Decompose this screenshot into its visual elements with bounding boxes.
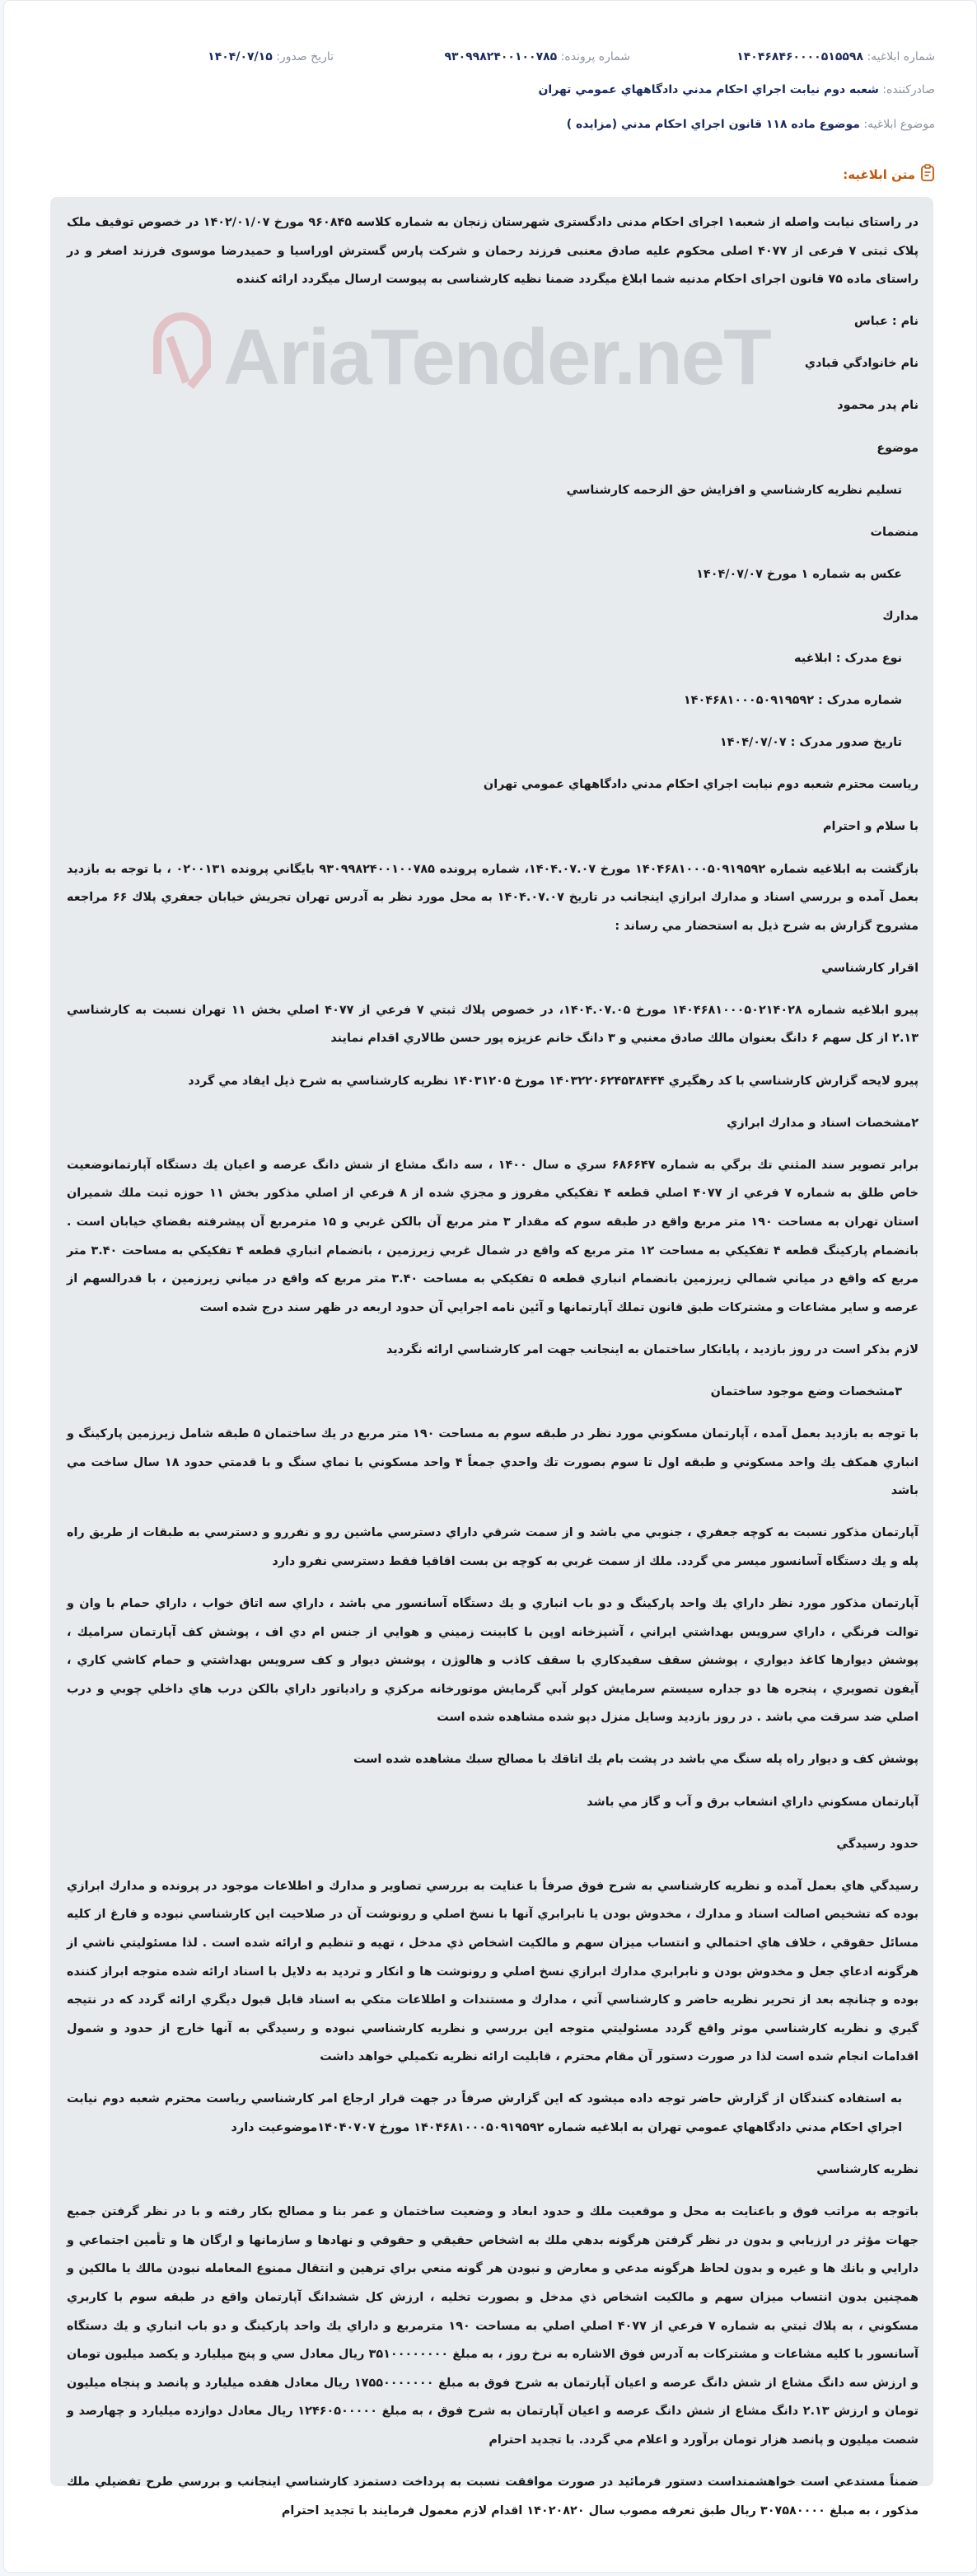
notice-body xyxy=(50,197,933,2517)
notice-number-value: ۱۴۰۴۶۸۴۶۰۰۰۰۵۱۵۵۹۸ xyxy=(736,50,863,63)
notice-paragraph: پوشش كف و ديوار راه پله سنگ مي باشد در پشت بام يك اتاقك با مصالح سبك مشاهده شده است xyxy=(353,1753,919,1767)
notice-paragraph: تسليم نظريه کارشناسي و افزايش حق الزحمه کارشناسي xyxy=(566,483,902,497)
notice-number-label: شماره ابلاغيه: xyxy=(867,50,935,63)
notice-paragraph: لازم بذكر است در روز بازديد ، پايانكار ساختمان به اينجانب جهت امر كارشناسي ارائه نگرديد xyxy=(386,1342,919,1356)
notice-paragraph: تاريخ صدور مدرک : ۱۴۰۴/۰۷/۰۷ xyxy=(719,736,902,750)
notice-paragraph: شماره مدرک : ۱۴۰۴۶۸۱۰۰۰۵۰۹۱۹۵۹۲ xyxy=(683,694,902,708)
notice-paragraph: ۳مشخصات وضع موجود ساختمان xyxy=(710,1384,902,1398)
notice-paragraph: بازگشت به ابلاغيه شماره ۱۴۰۴۶۸۱۰۰۰۵۰۹۱۹۵۹۲ مورخ ۱۴۰۴.۰۷.۰۷، شماره پرونده ۹۳۰۹۹۸۲۴۰۰۱۰۰۷۸۵ بايگاني پرونده ۰۲۰۰۱۳۱ ، با توجه به بازديد بعمل آمده و بررسي اسناد و مدارك ابرازي اينجانب در تاريخ ۱۴۰۴.۰۷.۰۷ به محل مورد نظر به آدرس تهران تجريش خيابان جعفري پلاك ۶۶ مراجعه مشروح گزارش به شرح ذيل به استحضار مي رساند : xyxy=(67,862,919,933)
notice-paragraph: آپارتمان مذكور نسبت به كوچه جعفري ، جنوبي مي باشد و از سمت شرقي داراي دسترسي ماشين رو و نفررو و دسترسي به طبقات از طريق راه پله و يك دستگاه آسانسور ميسر مي گردد. ملك از سمت غربي به كوچه بن بست اقاقيا فقط دسترسي نفرو دارد xyxy=(67,1526,919,1568)
notice-paragraph: پيرو لايحه گزارش كارشناسي با كد رهگيري ۱۴۰۳۲۲۰۶۲۴۵۳۸۴۴۴ مورخ ۱۴۰۳۱۲۰۵ نظريه كارشناسي به شرح ذيل ايفاد مي گردد xyxy=(188,1074,919,1088)
notice-meta-row xyxy=(4,50,935,70)
notice-paragraph: عکس به شماره ۱ مورخ ۱۴۰۴/۰۷/۰۷ xyxy=(696,567,902,581)
notice-text xyxy=(50,197,933,2525)
notice-paragraph: حدود رسيدگي xyxy=(836,1837,919,1851)
notice-paragraph: برابر تصوير سند المثني تك برگي به شماره ۶۸۶۶۴۷ سري ه سال ۱۴۰۰ ، سه دانگ مشاع از شش دانگ عرصه و اعيان يك دستگاه آپارتمانوضعيت خاص طلق به شماره ۷ فرعي از ۴۰۷۷ اصلي قطعه ۴ تفكيكي مفروز و مجزي شده از ۸ فرعي از اصلي مذكور بخش ۱۱ حوزه ثبت ملك شميران استان تهران به مساحت ۱۹۰ متر مربع واقع در طبقه سوم كه مقدار ۳ متر مربع آن بالكن غربي و ۱۵ مترمربع آن پيشرفته بفضاي خيابان است . بانضمام پاركينگ قطعه ۴ تفكيكي به مساحت ۱۲ متر مربع كه واقع در شمال غربي زيرزمين ، بانضمام انباري قطعه ۴ تفكيكي به مساحت ۳.۴۰ متر مربع كه واقع در مياني شمالي زيرزمين بانضمام انباري قطعه ۵ تفكيكي به مساحت ۳.۴۰ متر مربع كه واقع در مياني زيرزمين ، با قدرالسهم از عرصه و ساير مشاعات و مشتركات طبق قانون تملك آپارتمانها و آئين نامه اجرايي آن حدود اربعه در ظهر سند درج شده است xyxy=(67,1158,919,1314)
case-number-label: شماره پرونده: xyxy=(560,50,630,63)
subject-label: موضوع ابلاغيه: xyxy=(863,118,935,131)
notice-paragraph: ضمناً مستدعي است خواهشمنداست دستور فرمائيد در صورت موافقت نسبت به پرداخت دستمزد كارشناسي اينجانب و بررسي طرح تفضيلي ملك مذكور ، به مبلغ ۳۰۷۵۸۰۰۰۰ ريال طبق تعرفه مصوب سال ۱۴۰۲۰۸۲۰ اقدام لازم معمول فرمايند با تجديد احترام xyxy=(67,2475,919,2517)
issuer-label: صادرکننده: xyxy=(882,83,935,96)
issue-date-label: تاريخ صدور: xyxy=(276,50,334,63)
notice-paragraph: رياست محترم شعبه دوم نيابت اجراي احكام مدني دادگاههاي عمومي تهران xyxy=(483,778,919,792)
issuer-value: شعبه دوم نيابت اجراي احکام مدني دادگاههاي عمومي تهران xyxy=(538,83,879,96)
notice-paragraph: آپارتمان مسكوني داراي انشعاب برق و آب و گاز مي باشد xyxy=(587,1795,919,1809)
notice-paragraph: منضمات xyxy=(870,525,919,539)
case-number xyxy=(445,50,631,63)
notice-paragraph: مدارك xyxy=(882,609,919,623)
section-title xyxy=(843,164,935,185)
watermark-text: AriaTender.neT xyxy=(223,313,770,401)
notice-paragraph: در راستای نیابت واصله از شعبه۱ اجرای احکام مدنی دادگستری شهرستان زنجان به شماره کلاسه ۹۶۰۸۴۵ مورخ ۱۴۰۲/۰۱/۰۷ در خصوص توقیف ملک پلاک ثبتی ۷ فرعی از ۴۰۷۷ اصلی محکوم علیه صادق معنبی فرزند رحمان و شرکت پارس گسترش اوراسیا و حمیدرضا موسوی فرزند اصغر و در راستای ماده ۷۵ قانون اجرای احکام مدنیه شما ابلاغ میگردد ضمنا نظیه کارشناسی به پیوست ارسال میگردد ارائه کننده xyxy=(67,216,919,287)
notice-paragraph: نظريه كارشناسي xyxy=(816,2163,919,2177)
notice-number xyxy=(736,50,935,63)
notice-paragraph: نام پدر محمود xyxy=(837,399,919,413)
notice-paragraph: به استفاده كنندگان از گزارش حاضر توجه داده ميشود كه اين گزارش صرفاً در جهت قرار ارجاع امر كارشناسي رياست محترم شعبه دوم نيابت اجراي احكام مدني دادگاههاي عمومي تهران به ابلاغيه شماره ۱۴۰۴۶۸۱۰۰۰۵۰۹۱۹۵۹۲ مورخ ۱۴۰۴۰۷۰۷موضوعيت دارد xyxy=(67,2092,902,2134)
notice-paragraph: با توجه به بازديد بعمل آمده ، آپارتمان مسكوني مورد نظر در طبقه سوم به مساحت ۱۹۰ متر مربع در يك ساختمان ۵ طبقه شامل زيرزمين پاركينگ و انباري همكف يك واحد مسكوني و طبقه اول تا سوم بصورت تك واحدي جمعاً ۴ واحد مسكوني با نماي سنگ و با قدمتي حدود ۱۸ سال ساخت مي باشد xyxy=(67,1427,919,1498)
subject-value: موضوع ماده ۱۱۸ قانون اجراي احکام مدني (مزايده ) xyxy=(566,118,860,131)
notice-paragraph: نام : عباس xyxy=(853,315,919,329)
notice-paragraph: باتوجه به مراتب فوق و باعنايت به محل و موقعيت ملك و حدود ابعاد و وضعيت ساختمان و عمر بنا و مصالح بكار رفته و با در نظر گرفتن جميع جهات مؤثر در ارزيابي و بدون در نظر گرفتن هرگونه بدهي ملك به اشخاص حقيقي و حقوقي و نهادها و سازمانها و ارگان ها و تأمين اجتماعي و دارايي و بانك ها و غيره و بدون لحاظ هرگونه مدعي و معارض و نبودن هر گونه منعي براي ترهين و انتقال ممنوع المعامله نبودن مالك يا مالكين و همچنين بدون انتساب ميزان سهم و مالكيت اشخاص ذي مدخل و بصورت تخليه ، ارزش كل ششدانگ آپارتمان واقع در طبقه سوم با كاربري مسكوني ، به پلاك ثبتي به شماره ۷ فرعي از ۴۰۷۷ اصلي اصلي به مساحت ۱۹۰ مترمربع و داراي يك واحد پاركينگ و دو باب انباري و يك دستگاه آسانسور با كليه مشاعات و مشتركات به آدرس فوق الاشاره به نرخ روز ، به مبلغ ۳۵۱۰۰۰۰۰۰۰۰ ريال معادل سي و پنج ميليارد و يكصد ميليون تومان و ارزش سه دانگ مشاع از شش دانگ عرصه و اعيان آپارتمان به شرح فوق به مبلغ ۱۷۵۵۰۰۰۰۰۰۰ ريال معادل هفده ميليارد و پانصد و پنجاه ميليون تومان و ارزش ۲.۱۳ دانگ مشاع از شش دانگ عرصه و اعيان آپارتمان به شرح فوق ، به مبلغ ۱۲۴۶۰۵۰۰۰۰۰ ريال معادل دوازده ميليارد و چهارصد و شصت ميليون و پانصد هزار تومان برآورد و اعلام مي گردد. با تجديد احترام xyxy=(67,2205,919,2447)
notice-paragraph: نوع مدرک : ابلاغيه xyxy=(794,652,902,666)
issue-date xyxy=(208,50,334,63)
notice-paragraph: با سلام و احترام xyxy=(822,820,919,834)
notice-paragraph: پيرو ابلاغيه شماره ۱۴۰۴۶۸۱۰۰۰۵۰۲۱۴۰۲۸ مورخ ۱۴۰۴.۰۷.۰۵، در خصوص پلاك ثبتي ۷ فرعي از ۴۰۷۷ اصلي بخش ۱۱ تهران نسبت به كارشناسي ۲.۱۳ از كل سهم ۶ دانگ بعنوان مالك صادق معنبي و ۳ دانگ خانم عزيزه پور حسن طالاري اقدام نمايند xyxy=(67,1003,919,1046)
notice-paragraph: نام خانوادگي قبادي xyxy=(804,357,919,371)
notice-paragraph: رسيدگي هاي بعمل آمده و نظريه كارشناسي به شرح فوق صرفاً با عنايت به بررسي تصاوير و مدارك و اطلاعات موجود در پرونده و مدارك ابرازي بوده كه تشخيص اصالت اسناد و مدارك ، مخدوش بودن يا نابرابري آنها با نسخ اصلي و رونوشت آن در صلاحيت اين كارشناسي نبوده و فارغ از كليه مسائل حقوقي ، خلاف هاي احتمالي و انتساب ميزان سهم و مالكيت اشخاص ذي مدخل ، تهيه و تنظيم و ارائه شده است . لذا مسئوليتي ناشي از هرگونه ادعاي جعل و مخدوش بودن و نابرابري مدارك ابرازي نسخ اصلي و رونوشت ها و انكار و ترديد به دلايل با اسناد ارائه شده متوجه ابراز كننده بوده و چنانچه بعد از تحرير نظريه حاضر و كارشناسي آتي ، مدارك و مستندات و اطلاعات متكي به اسناد قابل قبول ديگري ارائه گردد كه در نتيجه گيري و نظريه كارشناسي موثر واقع گردد مسئوليتي متوجه اين بررسي و نظريه كارشناسي نبوده و رسيدگي به آنها خارج از حدود و شمول اقدامات انجام شده است لذا در صورت دستور آن مقام محترم ، قابليت ارائه نظريه تكميلي خواهد داشت xyxy=(67,1879,919,2064)
notice-paragraph: اقرار كارشناسي xyxy=(821,961,919,975)
subject-row xyxy=(4,118,935,138)
case-number-value: ۹۳۰۹۹۸۲۴۰۰۱۰۰۷۸۵ xyxy=(444,50,558,63)
document-icon xyxy=(920,164,935,185)
notice-paragraph: آپارتمان مذكور مورد نظر داراي يك واحد پاركينگ و دو باب انباري و يك دستگاه آسانسور مي باشد ، داراي سه اتاق خواب ، داراي حمام با وان و توالت فرنگي ، داراي سرويس بهداشتي ايراني ، آشپزخانه اوپن با كابينت زميني و هوايي از جنس ام دي اف ، پوشش كف آپارتمان سراميك ، پوشش ديوارها كاغذ ديواري ، پوشش سقف سفيدكاري با سقف كاذب و هالوژن ، پوشش ديوار و كف سرويس بهداشتي و حمام كاشي كاري ، آيفون تصويري ، پنجره ها دو جداره سيستم سرمايش كولر آبي گرمايش موتورخانه مركزي و رادياتور داراي بالكن درب هاي داخلي چوبي و درب اصلي ضد سرقت مي باشد . در روز بازديد وسايل منزل دپو شده مشاهده شده است xyxy=(67,1596,919,1725)
notice-card xyxy=(3,0,977,2573)
section-title-text: متن ابلاغيه: xyxy=(843,167,915,182)
notice-paragraph: موضوع xyxy=(876,441,919,455)
issuer-row xyxy=(4,83,935,103)
notice-paragraph: ۲مشخصات اسناد و مدارك ابرازي xyxy=(727,1116,919,1130)
issue-date-value: ۱۴۰۴/۰۷/۱۵ xyxy=(208,50,273,63)
